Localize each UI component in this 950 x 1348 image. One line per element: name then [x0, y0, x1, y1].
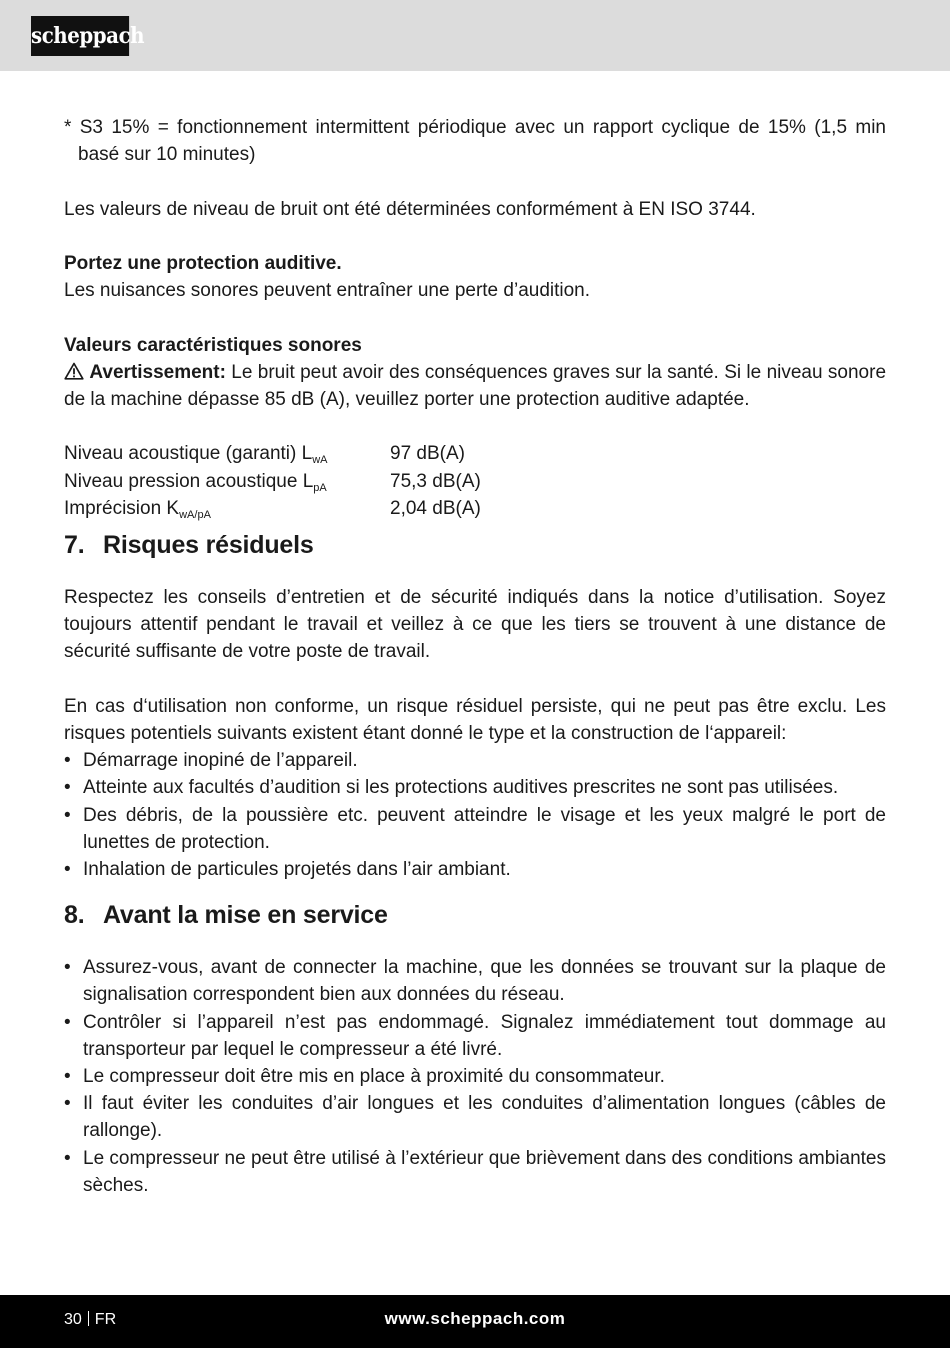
table-row — [64, 468, 481, 495]
list-item: • Le compresseur ne peut être utilisé à l’extérieur que brièvement dans des conditions ambiantes sèches. — [64, 1145, 886, 1199]
sound-values-title: Valeurs caractéristiques sonores — [64, 334, 362, 356]
commissioning-list — [64, 954, 886, 1199]
section-number: 7. — [64, 530, 85, 559]
duty-cycle-footnote: * S3 15% = fonctionnement intermittent périodique avec un rapport cyclique de 15% (1,5 min basé sur 10 minutes) — [64, 117, 886, 166]
website-url: www.scheppach.com — [384, 1309, 566, 1328]
list-item: • Atteinte aux facultés d’audition si les protections auditives prescrites ne sont pas utilisées. — [64, 774, 886, 801]
list-item: • Contrôler si l’appareil n’est pas endommagé. Signalez immédiatement tout dommage au transporteur par lequel le compresseur a été livré. — [64, 1009, 886, 1063]
list-item: • Assurez-vous, avant de connecter la machine, que les données se trouvant sur la plaque de signalisation correspondent bien aux données du réseau. — [64, 954, 886, 1008]
warning-text: Le bruit peut avoir des conséquences graves sur la santé. Si le niveau sonore de la machine dépasse 85 dB (A), veuillez porter une protection auditive adaptée. — [64, 361, 887, 410]
section-7-paragraph-2: En cas d‘utilisation non conforme, un risque résiduel persiste, qui ne peut pas être exclu. Les risques potentiels suivants existent étant donné le type et la construction de l‘appareil: — [64, 695, 886, 744]
warning-label: Avertissement: — [89, 361, 226, 383]
noise-warning — [64, 359, 886, 413]
sound-label: Imprécision $K_{wA/pA}$ — [64, 497, 211, 521]
list-item: • Inhalation de particules projetés dans l’air ambiant. — [64, 856, 886, 883]
sound-label: Niveau acoustique (garanti) $L_{wA}$ — [64, 443, 328, 467]
brand-logo: scheppach — [31, 16, 129, 56]
section-title: Avant la mise en service — [103, 901, 388, 930]
header-band — [0, 0, 950, 71]
section-number: 8. — [64, 901, 85, 930]
list-item: • Des débris, de la poussière etc. peuvent atteindre le visage et les yeux malgré le port de lunettes de protection. — [64, 802, 886, 856]
section-8-heading — [64, 900, 886, 930]
list-item: • Il faut éviter les conduites d’air longues et les conduites d’alimentation longues (câbles de rallonge). — [64, 1090, 886, 1144]
table-row — [64, 440, 481, 467]
list-item: • Démarrage inopiné de l’appareil. — [64, 747, 886, 774]
footer-band — [0, 1295, 950, 1348]
sound-value: 97 dB(A) — [390, 443, 465, 465]
sound-values-table — [64, 440, 481, 522]
section-7-paragraph-1: Respectez les conseils d’entretien et de sécurité indiqués dans la notice d’utilisation. Soyez toujours attentif pendant le travail et veillez à ce que les tiers se trouvent à une distance de sécurité suffisante de votre poste de travail. — [64, 586, 886, 663]
residual-risks-list — [64, 747, 886, 883]
sound-value: 75,3 dB(A) — [390, 470, 481, 492]
page-number: 30 — [64, 1311, 82, 1328]
noise-norm-text: Les valeurs de niveau de bruit ont été déterminées conformément à EN ISO 3744. — [64, 198, 756, 220]
warning-triangle-icon — [64, 362, 84, 380]
section-title: Risques résiduels — [103, 530, 314, 559]
hearing-protection-title: Portez une protection auditive. — [64, 252, 342, 274]
sound-value: 2,04 dB(A) — [390, 497, 481, 519]
table-row — [64, 495, 481, 522]
list-item: • Le compresseur doit être mis en place à proximité du consommateur. — [64, 1063, 886, 1090]
language-code: FR — [94, 1311, 117, 1328]
page-content — [64, 114, 886, 1199]
hearing-protection-text: Les nuisances sonores peuvent entraîner une perte d’audition. — [64, 280, 591, 302]
sound-label: Niveau pression acoustique $L_{pA}$ — [64, 470, 327, 494]
section-7-heading — [64, 530, 886, 560]
